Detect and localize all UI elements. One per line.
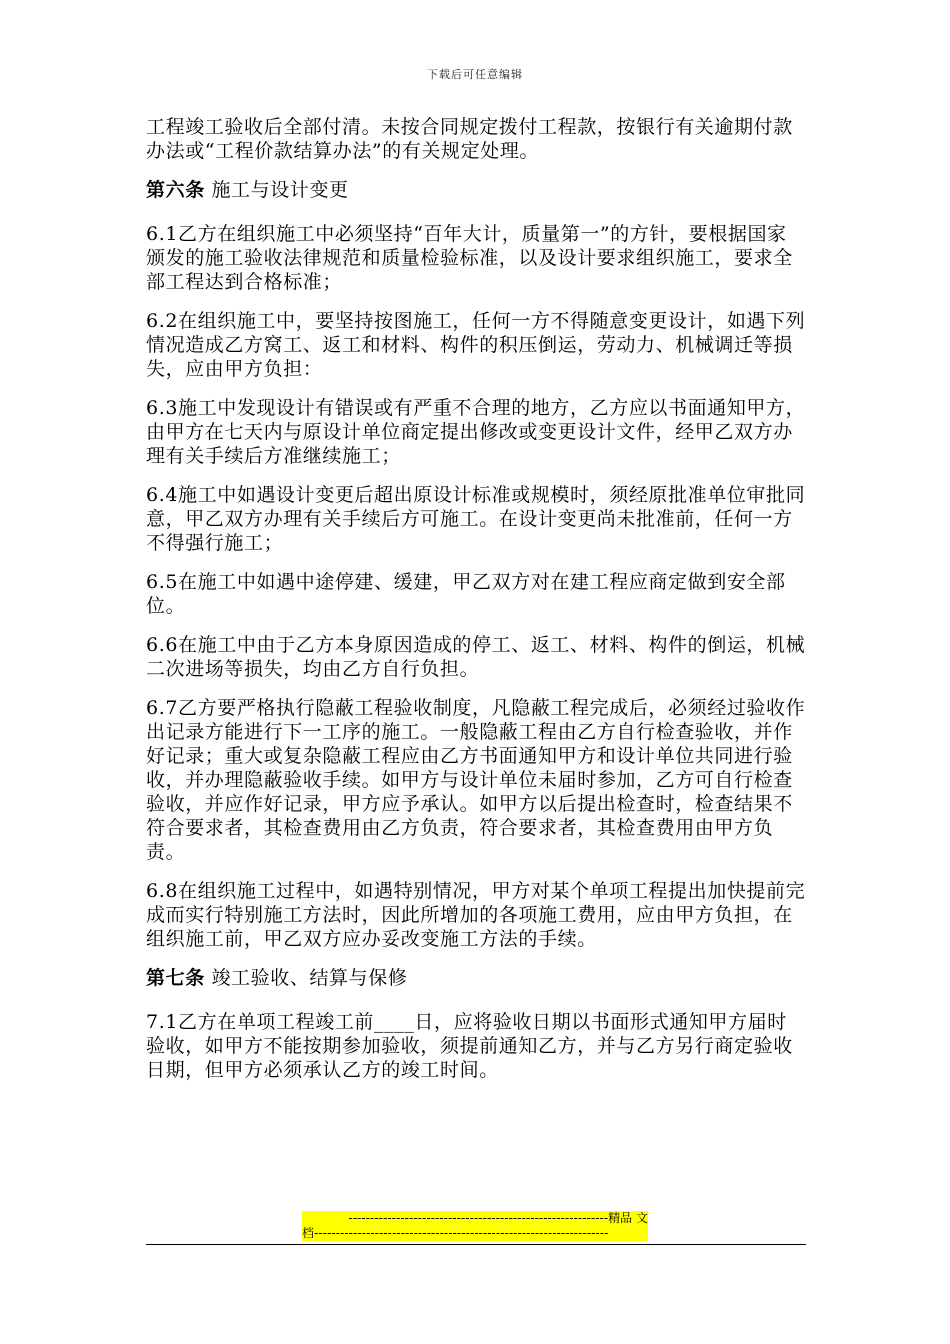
- section-heading: [146, 178, 806, 202]
- clause-paragraph: 6.8在组织施工过程中，如遇特别情况，甲方对某个单项工程提出加快提前完成而实行特别施工方法时，因此所增加的各项施工费用，应由甲方负担，在组织施工前，甲乙双方应办妥改变施工方法的手续。: [146, 880, 806, 950]
- document-body: [146, 115, 806, 1097]
- section-heading-label: 第七条: [146, 967, 205, 989]
- footer-banner-line-2: 档--------------------------------------------------------------------: [302, 1226, 648, 1241]
- clause-paragraph: 6.4施工中如遇设计变更后超出原设计标准或规模时，须经原批准单位审批同意，甲乙双方办理有关手续后方可施工。在设计变更尚未批准前，任何一方不得强行施工；: [146, 484, 806, 554]
- clause-paragraph: 7.1乙方在单项工程竣工前____日，应将验收日期以书面形式通知甲方届时验收，如甲方不能按期参加验收，须提前通知乙方，并与乙方另行商定验收日期，但甲方必须承认乙方的竣工时间。: [146, 1011, 793, 1081]
- section-heading-label: 第六条: [146, 179, 205, 201]
- clause-paragraph: 6.2在组织施工中，要坚持按图施工，任何一方不得随意变更设计，如遇下列情况造成乙方窝工、返工和材料、构件的积压倒运，劳动力、机械调迁等损失，应由甲方负担：: [146, 310, 806, 380]
- clause-paragraph: 6.1乙方在组织施工中必须坚持“百年大计，质量第一”的方针，要根据国家颁发的施工验收法律规范和质量检验标准，以及设计要求组织施工，要求全部工程达到合格标准；: [146, 223, 793, 293]
- page-header-note: 下载后可任意编辑: [427, 68, 523, 81]
- footer-banner: [302, 1211, 648, 1241]
- clause-paragraph: 工程竣工验收后全部付清。未按合同规定拨付工程款，按银行有关逾期付款办法或“工程价款结算办法”的有关规定处理。: [146, 116, 793, 162]
- clause-paragraph: 6.6在施工中由于乙方本身原因造成的停工、返工、材料、构件的倒运，机械二次进场等损失，均由乙方自行负担。: [146, 634, 806, 680]
- section-heading-title: 施工与设计变更: [211, 179, 349, 201]
- section-heading-title: 竣工验收、结算与保修: [211, 967, 408, 989]
- footer-banner-line-1: ------------------------------------------------------------精品 文: [302, 1211, 648, 1226]
- section-heading: [146, 966, 806, 990]
- clause-paragraph: 6.5在施工中如遇中途停建、缓建，甲乙双方对在建工程应商定做到安全部位。: [146, 571, 786, 617]
- clause-paragraph: 6.7乙方要严格执行隐蔽工程验收制度，凡隐蔽工程完成后，必须经过验收作出记录方能进行下一工序的施工。一般隐蔽工程由乙方自行检查验收，并作好记录；重大或复杂隐蔽工程应由乙方书面通知甲方和设计单位共同进行验收，并办理隐蔽验收手续。如甲方与设计单位未届时参加，乙方可自行检查验收，并应作好记录，甲方应予承认。如甲方以后提出检查时，检查结果不符合要求者，其检查费用由乙方负责，符合要求者，其检查费用由甲方负责。: [146, 697, 806, 863]
- clause-paragraph: 6.3施工中发现设计有错误或有严重不合理的地方，乙方应以书面通知甲方，由甲方在七天内与原设计单位商定提出修改或变更设计文件，经甲乙双方办理有关手续后方准继续施工；: [146, 397, 806, 467]
- footer-divider: [146, 1244, 806, 1245]
